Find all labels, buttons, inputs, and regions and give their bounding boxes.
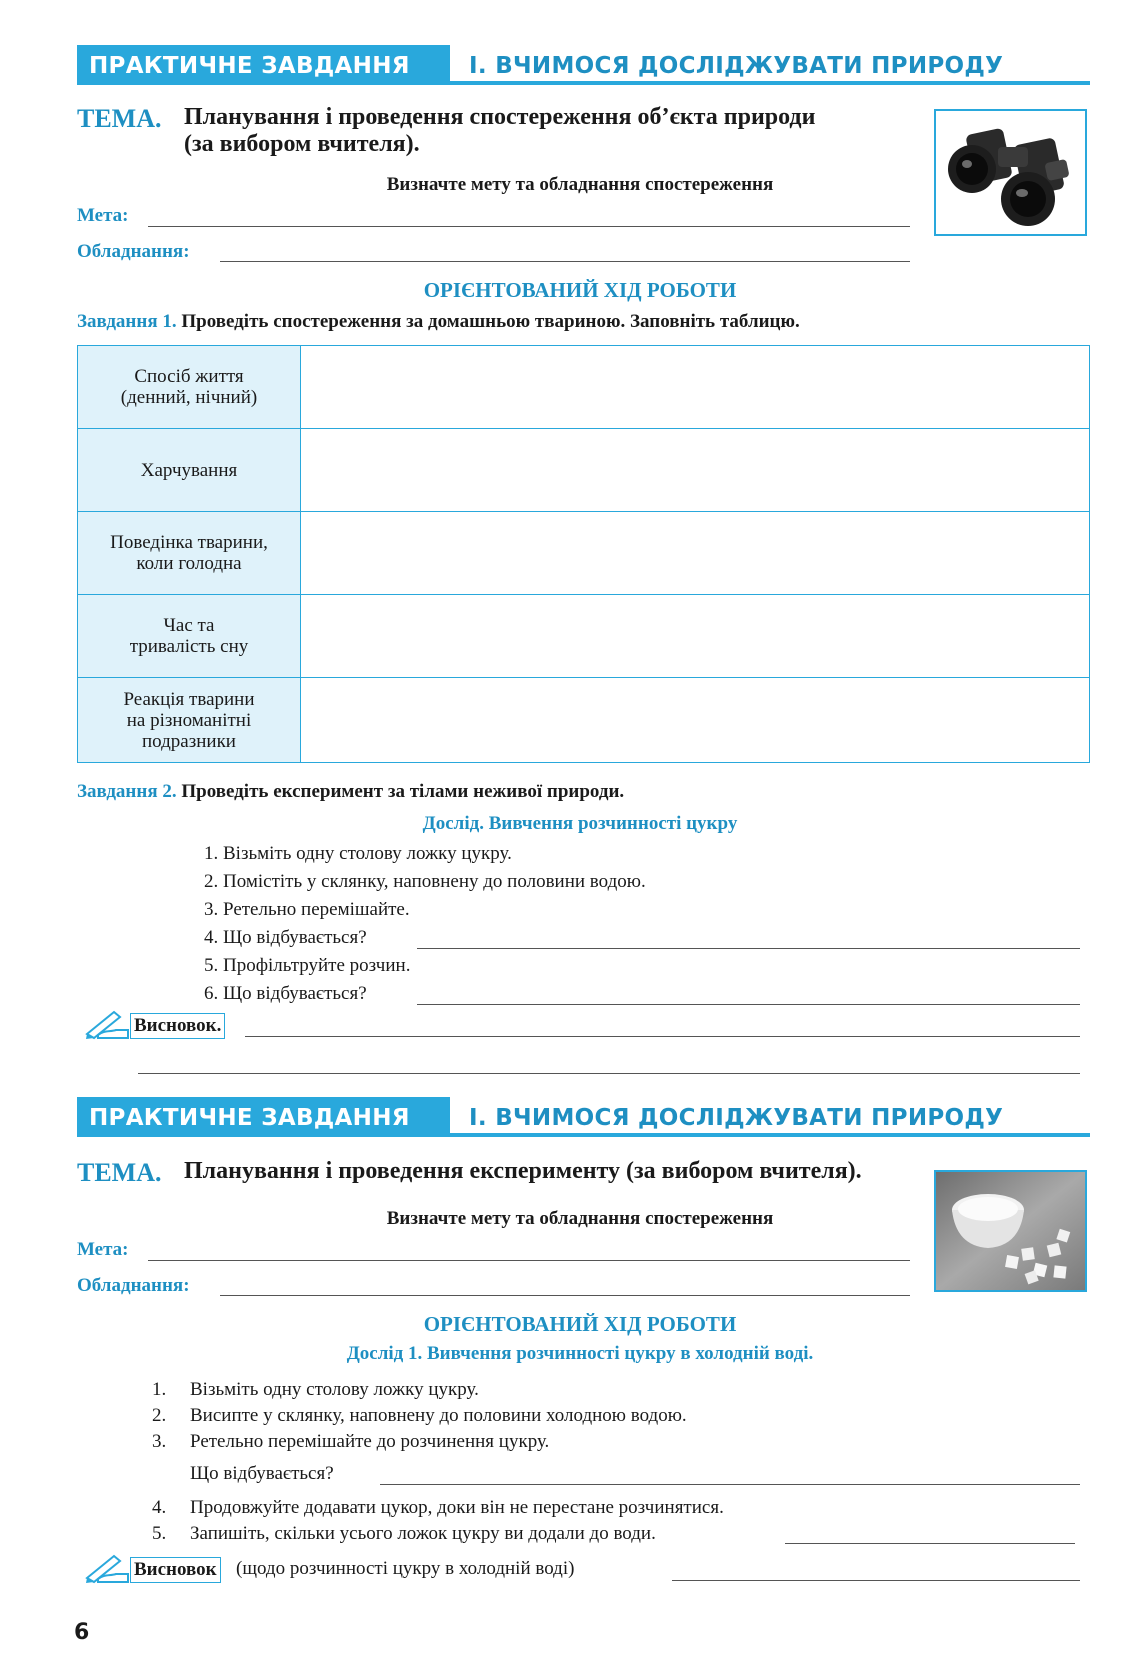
section2-banner <box>77 1097 1090 1137</box>
conclusion-line-1[interactable] <box>245 1036 1080 1037</box>
banner-left-title: ПРАКТИЧНЕ ЗАВДАННЯ <box>77 45 450 85</box>
binoculars-photo <box>934 109 1087 236</box>
equipment-input-line[interactable] <box>220 1295 910 1296</box>
table-row <box>78 595 1090 678</box>
step-2: 2. Помістіть у склянку, наповнену до половини водою. <box>204 871 646 892</box>
step-number: 4. <box>152 1497 167 1518</box>
observation-table <box>77 345 1090 763</box>
pencil-hand-icon <box>84 1552 132 1584</box>
goal-label: Мета: <box>77 1239 129 1260</box>
step-number: 1. <box>152 1379 167 1400</box>
goal-input-line[interactable] <box>148 1260 910 1261</box>
table-row <box>78 429 1090 512</box>
banner-right-title: І. ВЧИМОСЯ ДОСЛІДЖУВАТИ ПРИРОДУ <box>469 53 1004 79</box>
work-heading: ОРІЄНТОВАНИЙ ХІД РОБОТИ <box>423 1312 737 1336</box>
page-number: 6 <box>74 1620 90 1645</box>
step-6-answer-line[interactable] <box>417 1004 1080 1005</box>
conclusion-line[interactable] <box>672 1580 1080 1581</box>
conclusion-label: Висновок. <box>130 1013 225 1039</box>
conclusion-note: (щодо розчинності цукру в холодній воді) <box>236 1558 575 1579</box>
step-text: Ретельно перемішайте до розчинення цукру. <box>190 1431 550 1452</box>
goal-input-line[interactable] <box>148 226 910 227</box>
answer-cell[interactable] <box>301 678 1090 763</box>
task1-number: Завдання 1. <box>77 311 177 332</box>
work-heading: ОРІЄНТОВАНИЙ ХІД РОБОТИ <box>423 278 737 302</box>
step-1: 1. Візьміть одну столову ложку цукру. <box>204 843 512 864</box>
pencil-hand-icon <box>84 1008 132 1040</box>
experiment-title: Дослід. Вивчення розчинності цукру <box>422 813 738 834</box>
section1-banner <box>77 45 1090 85</box>
binoculars-icon <box>936 111 1085 234</box>
instruction: Визначте мету та обладнання спостереження <box>386 174 774 195</box>
answer-cell[interactable] <box>301 346 1090 429</box>
spoons-answer-line[interactable] <box>785 1543 1075 1544</box>
step-text: Продовжуйте додавати цукор, доки він не перестане розчинятися. <box>190 1497 724 1518</box>
tema-line-1: Планування і проведення експерименту (за вибором вчителя). <box>184 1158 862 1184</box>
step-number: 5. <box>152 1523 167 1544</box>
step-5: 5. Профільтруйте розчин. <box>204 955 411 976</box>
task2-number: Завдання 2. <box>77 781 177 802</box>
row-label: Поведінка тварини, коли голодна <box>78 512 301 595</box>
task1-text: Проведіть спостереження за домашньою твариною. Заповніть таблицю. <box>181 311 800 332</box>
step-number: 3. <box>152 1431 167 1452</box>
banner-left-title: ПРАКТИЧНЕ ЗАВДАННЯ <box>77 1097 450 1137</box>
conclusion-line-2[interactable] <box>138 1073 1080 1074</box>
task2 <box>77 781 624 803</box>
equipment-label: Обладнання: <box>77 1275 190 1296</box>
tema-line-2: (за вибором вчителя). <box>184 131 420 157</box>
task2-text: Проведіть експеримент за тілами неживої природи. <box>181 781 625 802</box>
experiment-title: Дослід 1. Вивчення розчинності цукру в холодній воді. <box>346 1343 814 1364</box>
tema-label: ТЕМА. <box>77 1158 162 1187</box>
row-label: Харчування <box>78 429 301 512</box>
instruction: Визначте мету та обладнання спостереження <box>386 1208 774 1229</box>
row-label: Спосіб життя (денний, нічний) <box>78 346 301 429</box>
tema-line-1: Планування і проведення спостереження об’єкта природи <box>184 104 816 130</box>
step-number: 2. <box>152 1405 167 1426</box>
step-text: Візьміть одну столову ложку цукру. <box>190 1379 479 1400</box>
answer-cell[interactable] <box>301 595 1090 678</box>
question-answer-line[interactable] <box>380 1484 1080 1485</box>
goal-label: Мета: <box>77 205 129 226</box>
row-label: Час та тривалість сну <box>78 595 301 678</box>
step-3: 3. Ретельно перемішайте. <box>204 899 410 920</box>
row-label: Реакція тварини на різноманітні подразники <box>78 678 301 763</box>
banner-rule <box>77 1133 1090 1137</box>
step-text: Запишіть, скільки усього ложок цукру ви додали до води. <box>190 1523 656 1544</box>
equipment-label: Обладнання: <box>77 241 190 262</box>
sugar-bowl-icon <box>936 1172 1085 1290</box>
tema-label: ТЕМА. <box>77 104 162 133</box>
table-row <box>78 512 1090 595</box>
sugar-photo <box>934 1170 1087 1292</box>
equipment-input-line[interactable] <box>220 261 910 262</box>
table-row <box>78 346 1090 429</box>
step-text: Висипте у склянку, наповнену до половини холодною водою. <box>190 1405 687 1426</box>
table-row <box>78 678 1090 763</box>
answer-cell[interactable] <box>301 429 1090 512</box>
conclusion-label: Висновок <box>130 1557 221 1583</box>
banner-rule <box>77 81 1090 85</box>
step-6: 6. Що відбувається? <box>204 983 367 1004</box>
answer-cell[interactable] <box>301 512 1090 595</box>
step-4: 4. Що відбувається? <box>204 927 367 948</box>
task1 <box>77 311 800 333</box>
question: Що відбувається? <box>190 1463 334 1484</box>
banner-right-title: І. ВЧИМОСЯ ДОСЛІДЖУВАТИ ПРИРОДУ <box>469 1105 1004 1131</box>
step-4-answer-line[interactable] <box>417 948 1080 949</box>
